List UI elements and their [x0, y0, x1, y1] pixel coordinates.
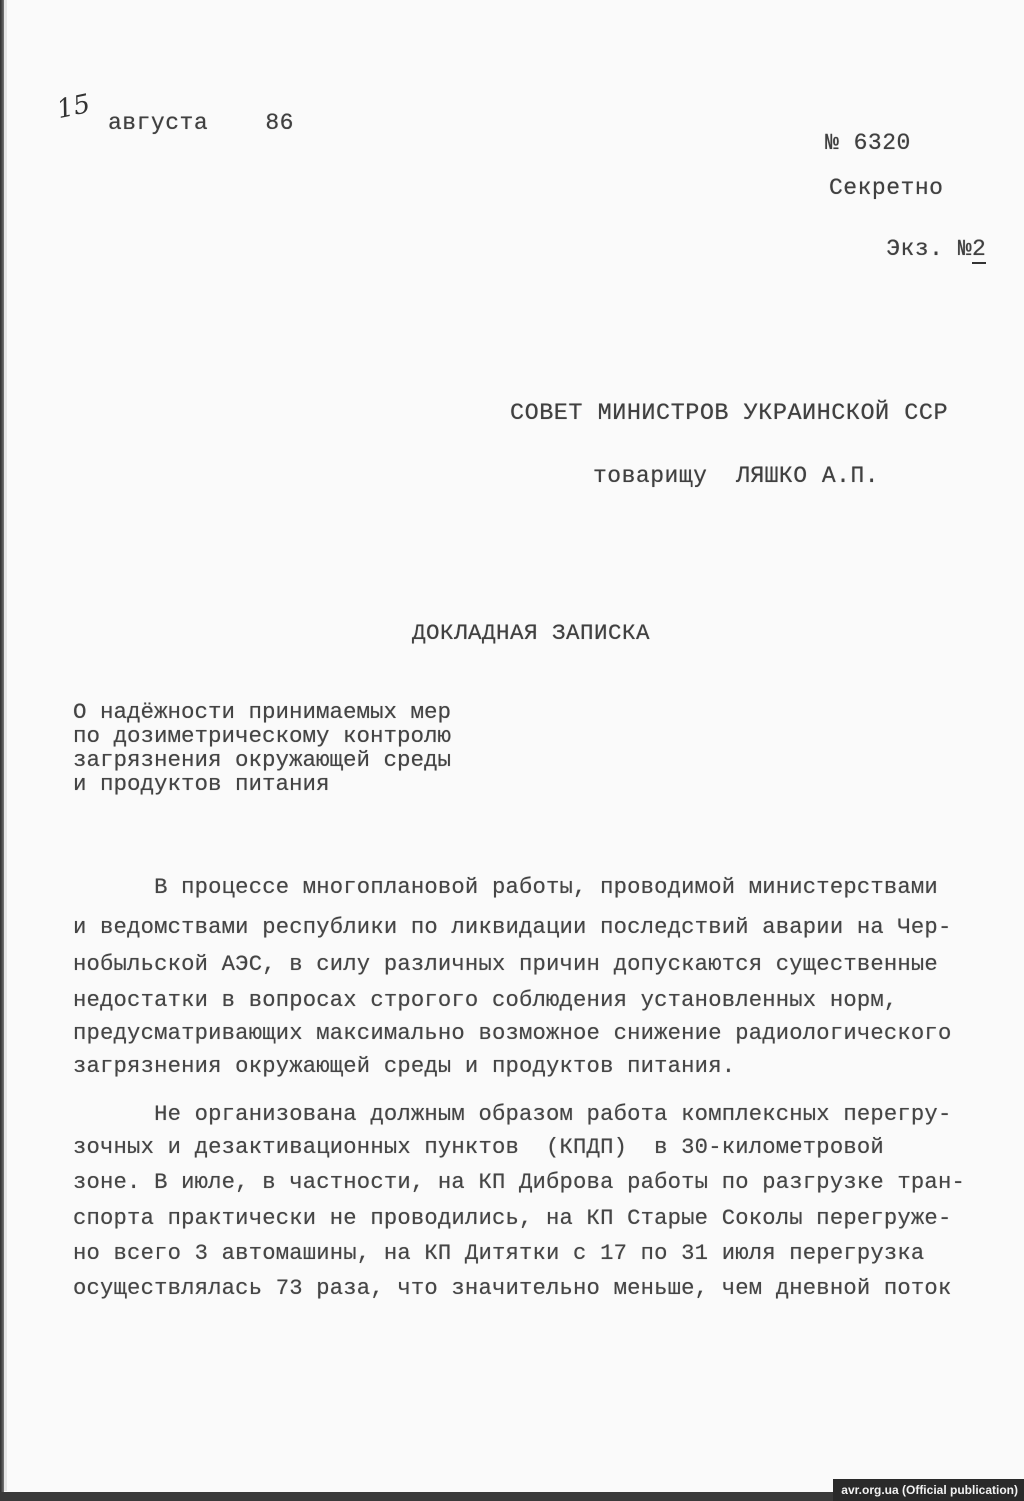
document-title: ДОКЛАДНАЯ ЗАПИСКА — [412, 620, 651, 646]
paragraph-line: загрязнения окружающей среды и продуктов питания. — [73, 1054, 736, 1079]
paragraph-line: нобыльской АЭС, в силу различных причин допускаются существенные — [73, 952, 938, 977]
paragraph-line: Не организована должным образом работа комплексных перегру- — [73, 1102, 952, 1127]
paragraph-line: недостатки в вопросах строгого соблюдения установленных норм, — [73, 988, 898, 1013]
subject-line: загрязнения окружающей среды — [73, 747, 452, 773]
copy-number — [829, 210, 986, 288]
addressee-person: товарищу ЛЯШКО А.П. — [593, 463, 880, 489]
addressee-organization: СОВЕТ МИНИСТРОВ УКРАИНСКОЙ ССР — [510, 400, 949, 427]
paragraph-line: и ведомствами республики по ликвидации последствий аварии на Чер- — [73, 915, 952, 940]
subject-line: О надёжности принимаемых мер — [73, 699, 452, 725]
paragraph-line: В процессе многоплановой работы, проводимой министерствами — [73, 875, 938, 900]
paragraph-line: зочных и дезактивационных пунктов (КПДП) в 30-километровой — [73, 1135, 884, 1160]
document-date: августа 86 — [108, 110, 294, 136]
classification-label: Секретно — [829, 175, 944, 201]
paragraph-line: спорта практически не проводились, на КП Старые Соколы перегруже- — [73, 1206, 952, 1231]
copy-label: Экз. № — [886, 236, 973, 262]
paragraph-line: зоне. В июле, в частности, на КП Диброва работы по разгрузке тран- — [73, 1170, 965, 1195]
handwritten-day: 15 — [54, 88, 93, 126]
document-number: № 6320 — [825, 130, 911, 156]
paragraph-line: но всего 3 автомашины, на КП Дитятки с 17 по 31 июля перегрузка — [73, 1241, 925, 1266]
subject-line: и продуктов питания — [73, 771, 330, 797]
paragraph-line: предусматривающих максимально возможное снижение радиологического — [73, 1021, 952, 1046]
copy-number-value: 2 — [972, 236, 987, 262]
paragraph-line: осуществлялась 73 раза, что значительно меньше, чем дневной поток — [73, 1276, 952, 1301]
source-caption: avr.org.ua (Official publication) — [833, 1479, 1024, 1501]
subject-line: по дозиметрическому контролю — [73, 723, 452, 749]
document-page — [7, 0, 1024, 1491]
